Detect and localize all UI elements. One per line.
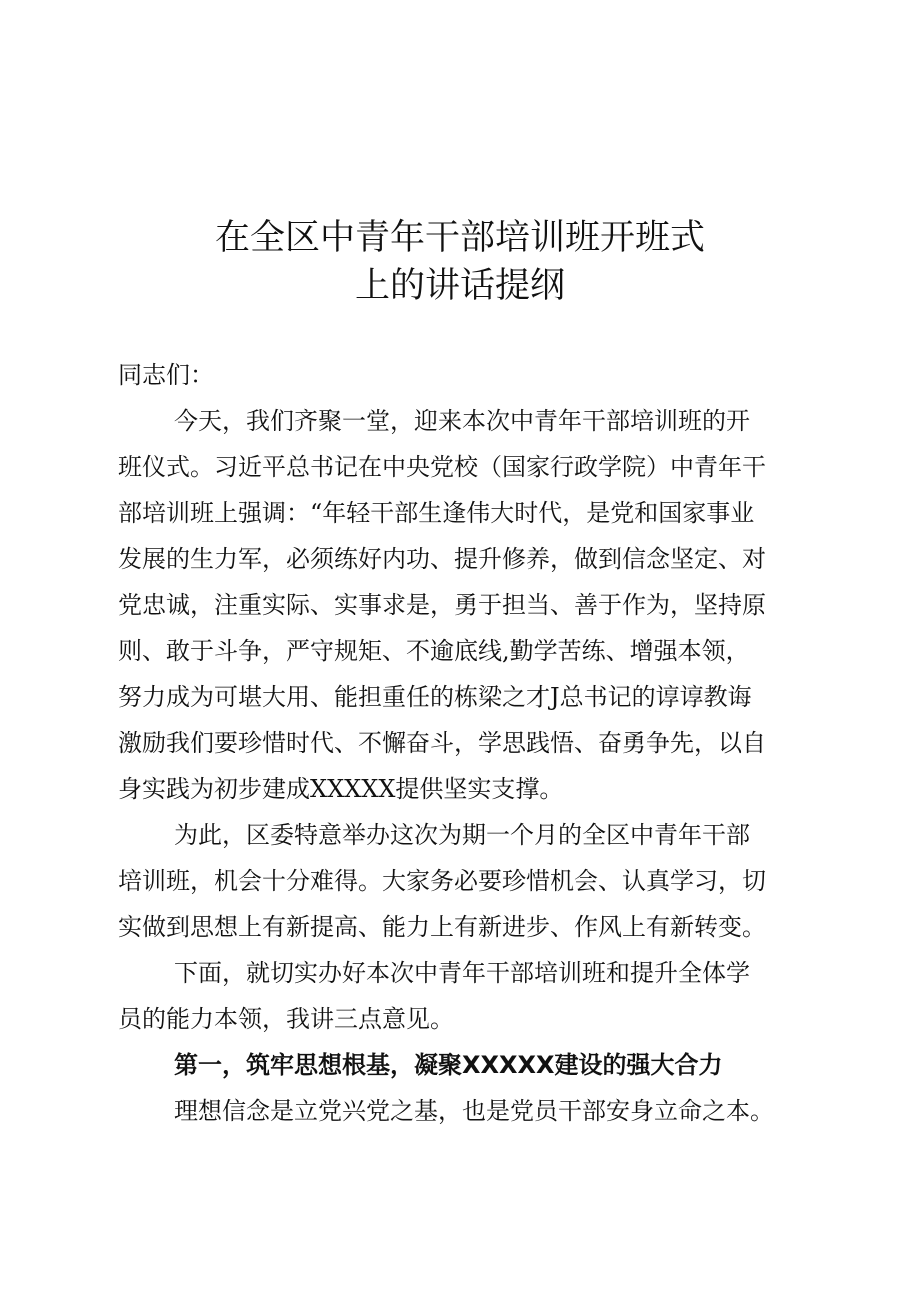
paragraph-line: 下面，就切实办好本次中青年干部培训班和提升全体学 [174, 959, 750, 987]
paragraph-4: 理想信念是立党兴党之基，也是党员干部安身立命之本。 [174, 1097, 774, 1125]
paragraph-1 [118, 398, 828, 812]
paragraph-line: 努力成为可堪大用、能担重任的栋梁之才J总书记的谆谆教诲 [118, 683, 752, 711]
paragraph-line: 则、敢于斗争，严守规矩、不逾底线,勤学苦练、增强本领， [118, 637, 750, 665]
document-body [118, 352, 828, 1134]
paragraph-line: 实做到思想上有新提高、能力上有新进步、作风上有新转变。 [118, 913, 766, 941]
paragraph-line: 激励我们要珍惜时代、不懈奋斗，学思践悟、奋勇争先，以自 [118, 729, 766, 757]
paragraph-2 [118, 812, 828, 950]
paragraph-line: 为此，区委特意举办这次为期一个月的全区中青年干部 [174, 821, 750, 849]
document-title-line-2: 上的讲话提纲 [354, 266, 565, 306]
paragraph-line: 员的能力本领，我讲三点意见。 [118, 1005, 454, 1033]
paragraph-line: 身实践为初步建成XXXXX提供坚实支撑。 [118, 775, 564, 803]
paragraph-line: 部培训班上强调：“年轻干部生逢伟大时代，是党和国家事业 [118, 499, 755, 527]
salutation: 同志们： [118, 361, 214, 389]
paragraph-line: 培训班，机会十分难得。大家务必要珍惜机会、认真学习，切 [118, 867, 766, 895]
paragraph-line: 今天，我们齐聚一堂，迎来本次中青年干部培训班的开 [174, 407, 750, 435]
document-title-line-1: 在全区中青年干部培训班开班式 [214, 218, 705, 258]
paragraph-line: 发展的生力军，必须练好内功、提升修养，做到信念坚定、对 [118, 545, 766, 573]
paragraph-line: 班仪式。习近平总书记在中央党校（国家行政学院）中青年干 [118, 453, 766, 481]
paragraph-line: 党忠诚，注重实际、实事求是，勇于担当、善于作为，坚持原 [118, 591, 766, 619]
paragraph-3 [118, 950, 828, 1042]
section-heading: 第一，筑牢思想根基，凝聚XXXXX建设的强大合力 [174, 1051, 723, 1079]
